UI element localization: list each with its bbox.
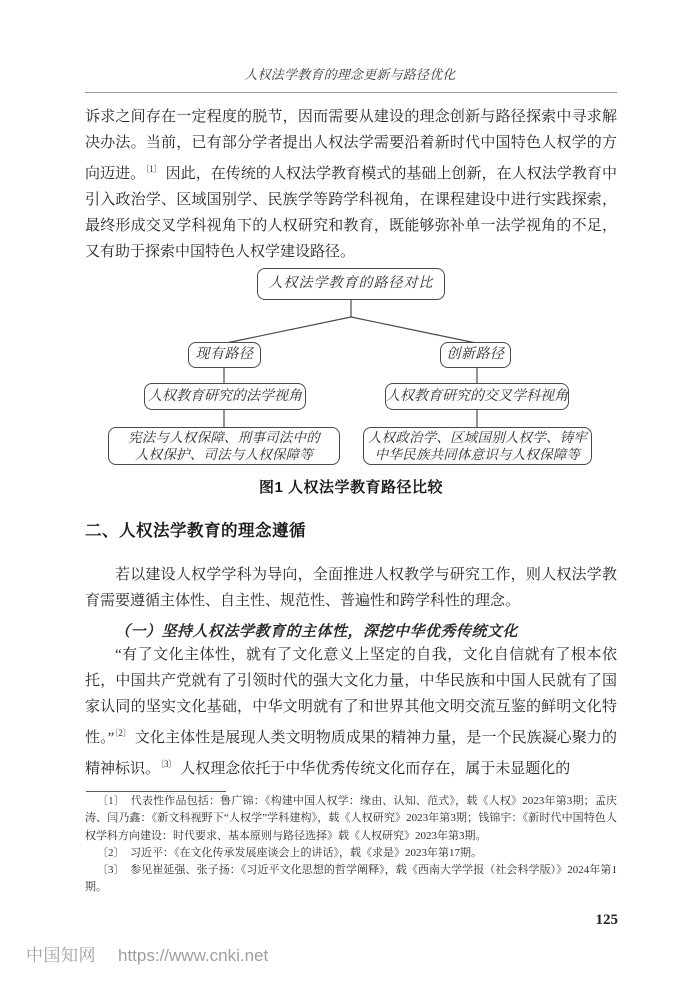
footnote-item: 〔1〕 代表性作品包括：鲁广锦：《构建中国人权学：缘由、认知、范式》，载《人权》2023年第3期；孟庆涛、闫乃鑫：《新文科视野下“人权学”学科建构》，载《人权研究》2023年第3期；钱锦宇：《新时代中国特色人权学科方向建设：时代要求、基本原则与路径选择》载《人权研究》2023年第3期。 — [85, 795, 617, 842]
footnote-divider — [86, 791, 226, 792]
header-rule — [85, 92, 617, 93]
line2: 中华民族共同体意识与人权保障等 — [374, 447, 581, 462]
footnote-marker: 〔2〕 — [114, 728, 132, 738]
footnote-list — [85, 793, 617, 897]
paragraph-intro — [85, 104, 617, 265]
flow-node-existing-path: 现有路径 — [188, 342, 261, 368]
paragraph-principles: 若以建设人权学学科为导向，全面推进人权教学与研究工作，则人权法学教育需要遵循主体性、自主性、规范性、普遍性和跨学科性的理念。 — [85, 567, 617, 609]
section-heading: 二、人权法学教育的理念遵循 — [85, 522, 306, 540]
text-run: 人权理念依托于中华优秀传统文化而存在，属于未显题化的 — [176, 761, 571, 777]
footnote-marker: 〔1〕 — [145, 164, 162, 174]
cnki-brand: 中国知网 — [26, 946, 96, 965]
line1: 人权政治学、区域国别人权学、铸牢 — [367, 430, 588, 445]
flow-node-innovative-courses — [363, 427, 592, 465]
footnote-marker: 〔3〕 — [160, 759, 177, 769]
text-run: 诉求之间存在一定程度的脱节，因而需要从建设的理念创新与路径探索中寻求解决办法。当前，已有部分学者提出人权法学需要沿着新时代中国特色人权学的方向迈进。 — [85, 109, 617, 182]
paragraph-culture — [85, 642, 617, 782]
flow-node-innovative-path: 创新路径 — [440, 342, 511, 368]
line2: 人权保护、司法与人权保障等 — [134, 447, 314, 462]
flow-node-interdisciplinary-perspective: 人权教育研究的交叉学科视角 — [385, 383, 569, 410]
text-run: 文化主体性是展现人类文明物质成果的精神力量，是一个民族凝心聚力的精神标识。 — [85, 730, 617, 777]
flow-node-existing-courses — [108, 427, 340, 465]
subsection-heading: （一）坚持人权法学教育的主体性，深挖中华优秀传统文化 — [115, 624, 519, 640]
running-header-title: 人权法学教育的理念更新与路径优化 — [244, 67, 456, 82]
text-run: 因此，在传统的人权法学教育模式的基础上创新，在人权法学教育中引入政治学、区域国别学、民族学等跨学科视角，在课程建设中进行实践探索，最终形成交叉学科视角下的人权研究和教育，既能够弥补单一法学视角的不足，又有助于探索中国特色人权学建设路径。 — [85, 166, 617, 260]
figure-caption: 图1 人权法学教育路径比较 — [258, 479, 443, 496]
footnote-item: 〔2〕 习近平：《在文化传承发展座谈会上的讲话》，载《求是》2023年第17期。 — [97, 846, 482, 859]
flow-node-root: 人权法学教育的路径对比 — [257, 268, 445, 300]
page-number: 125 — [595, 912, 618, 928]
cnki-url: https://www.cnki.net — [118, 946, 269, 965]
flow-node-text — [128, 429, 320, 463]
cnki-watermark — [26, 941, 268, 966]
flow-node-text — [368, 429, 587, 463]
line1: 宪法与人权保障、刑事司法中的 — [128, 430, 320, 445]
figure-flowchart — [85, 265, 617, 501]
text-run: “有了文化主体性，就有了文化意义上坚定的自我，文化自信就有了根本依托，中国共产党就有了引领时代的强大文化力量，中华民族和中国人民就有了国家认同的坚实文化基础，中华文明就有了和世界其他文明交流互鉴的鲜明文化特性。” — [85, 647, 617, 746]
flow-node-legal-perspective: 人权教育研究的法学视角 — [144, 383, 306, 410]
footnote-item: 〔3〕 参见崔延强、张子扬：《习近平文化思想的哲学阐释》，载《西南大学学报（社会科学版）》2024年第1期。 — [85, 864, 617, 894]
